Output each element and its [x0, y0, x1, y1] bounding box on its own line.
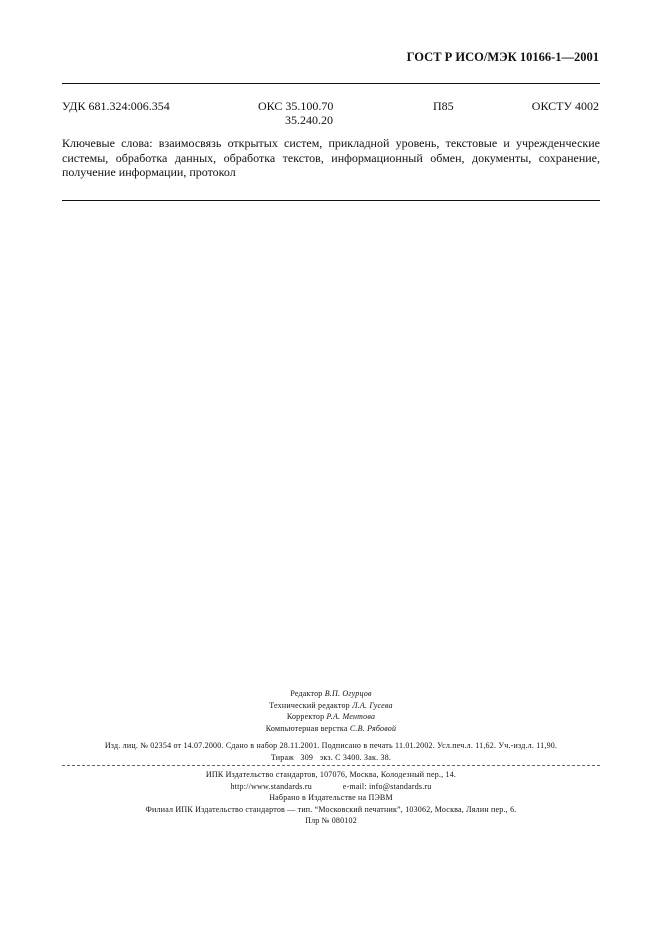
oks-codes [258, 99, 333, 127]
group-code: П85 [433, 99, 454, 113]
keywords-paragraph [62, 136, 600, 180]
oks-code-secondary: 35.240.20 [285, 113, 333, 127]
email-link[interactable]: e-mail: info@standards.ru [342, 781, 432, 791]
tech-editor-role: Технический редактор [269, 700, 350, 710]
proofreader-line [62, 711, 600, 723]
tech-editor-name: Л.А. Гусева [352, 700, 393, 710]
keywords-text: взаимосвязь открытых систем, прикладной уровень, текстовые и учрежденческие системы, обработка данных, обработка текстов, информационный обмен, документы, сохранение, получение информации, протокол [62, 136, 601, 179]
proofreader-name: Р.А. Ментова [326, 712, 376, 721]
bottom-divider [62, 200, 600, 201]
tech-editor-line [62, 700, 600, 712]
udk-code: УДК 681.324:006.354 [62, 99, 170, 113]
top-divider [62, 83, 600, 84]
layout-role: Компьютерная верстка [265, 723, 348, 733]
layout-line [62, 723, 600, 735]
typeset-line: Набрано в Издательстве на ПЭВМ [269, 793, 393, 802]
contacts-line [62, 781, 600, 793]
layout-name: С.В. Рябовой [349, 723, 397, 733]
website-link[interactable]: http://www.standards.ru [230, 781, 312, 791]
imprint-dashed-divider [62, 765, 600, 766]
publishing-details-line2: Тираж 309 экз. С 3400. Зак. 38. [270, 752, 392, 762]
imprint-block [62, 688, 600, 827]
keywords-label: Ключевые слова: [62, 136, 153, 150]
editor-role: Редактор [290, 689, 323, 698]
plr-line: Плр № 080102 [305, 816, 357, 825]
publishing-details-line1: Изд. лиц. № 02354 от 14.07.2000. Сдано в набор 28.11.2001. Подписано в печать 11.01.2002. Усл.печ.л. 11,62. Уч.-изд.л. 11,90. [104, 741, 558, 750]
proofreader-role: Корректор [286, 712, 325, 721]
editor-name: В.П. Огурцов [324, 689, 372, 698]
editor-line [62, 688, 600, 700]
okstu-code: ОКСТУ 4002 [531, 99, 599, 113]
publisher-line: ИПК Издательство стандартов, 107076, Москва, Колодезный пер., 14. [205, 770, 457, 779]
oks-code-primary: ОКС 35.100.70 [258, 99, 334, 113]
branch-line: Филиал ИПК Издательство стандартов — тип. “Московский печатник”, 103062, Москва, Лялин пер., 6. [145, 804, 517, 814]
standard-code-header: ГОСТ Р ИСО/МЭК 10166-1—2001 [406, 50, 599, 64]
